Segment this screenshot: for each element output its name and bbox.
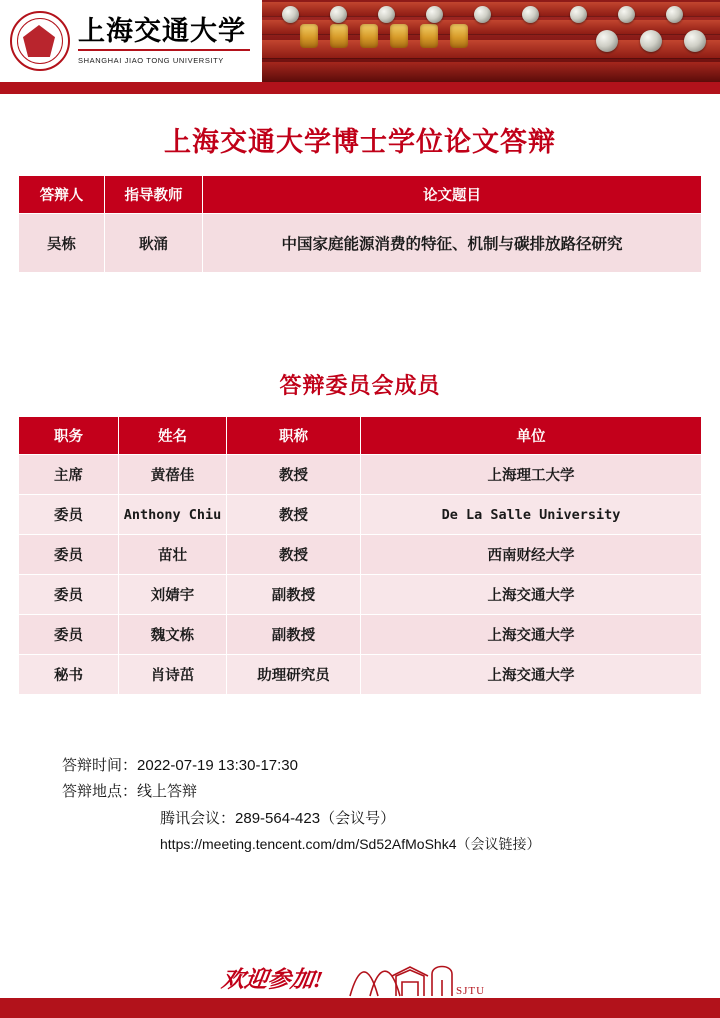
member-name: Anthony Chiu [119,495,227,535]
logo-divider [78,49,250,51]
table-row [19,615,702,655]
member-role: 委员 [19,535,119,575]
table-row [19,495,702,535]
sjtu-gate-mark-icon [348,950,498,998]
info-time-line [62,753,702,779]
info-place-line [62,779,702,805]
table-row [19,455,702,495]
member-name: 苗壮 [119,535,227,575]
member-role: 主席 [19,455,119,495]
table-row [19,575,702,615]
thesis-title: 中国家庭能源消费的特征、机制与碳排放路径研究 [203,214,702,273]
member-role: 委员 [19,615,119,655]
committee-section-title: 答辩委员会成员 [279,373,441,398]
member-affiliation: 上海交通大学 [361,655,702,695]
table-header-row [19,176,702,214]
member-role: 委员 [19,495,119,535]
info-meeting-id-note: （会议号） [320,809,396,827]
table-row [19,214,702,273]
meeting-link[interactable]: https://meeting.tencent.com/dm/Sd52AfMoShk4 [160,835,457,852]
info-time-value: 2022-07-19 13:30-17:30 [137,757,298,774]
logo-chinese-name: 上海交通大学 [78,15,246,46]
col-rank: 职称 [227,417,361,455]
member-name: 刘婧宇 [119,575,227,615]
footer-artwork [0,940,720,998]
member-affiliation: 上海理工大学 [361,455,702,495]
col-name: 姓名 [119,417,227,455]
info-link-line [160,832,702,857]
member-role: 秘书 [19,655,119,695]
member-affiliation: 西南财经大学 [361,535,702,575]
university-logo [10,8,256,74]
candidate-name: 吴栋 [19,214,105,273]
member-name: 肖诗茁 [119,655,227,695]
col-affiliation: 单位 [361,417,702,455]
advisor-name: 耿涌 [105,214,203,273]
info-meeting-line [160,806,702,832]
table-header-row [19,417,702,455]
info-time-label: 答辩时间： [62,757,138,774]
info-meeting-label: 腾讯会议： [160,809,236,827]
top-red-bar [0,82,720,94]
member-role: 委员 [19,575,119,615]
info-place-label: 答辩地点： [62,783,138,801]
candidate-table [18,175,702,273]
table-row [19,535,702,575]
defense-info [62,753,702,856]
member-rank: 教授 [227,535,361,575]
document-body [0,120,720,856]
col-role: 职务 [19,417,119,455]
col-advisor: 指导教师 [105,176,203,214]
footer-red-bar [0,998,720,1018]
member-name: 黄蓓佳 [119,455,227,495]
table-row [19,655,702,695]
member-name: 魏文栋 [119,615,227,655]
member-rank: 副教授 [227,575,361,615]
col-candidate: 答辩人 [19,176,105,214]
member-rank: 教授 [227,455,361,495]
info-link-note: （会议链接） [456,835,541,852]
sjtu-seal-icon [10,11,70,71]
page-title: 上海交通大学博士学位论文答辩 [164,127,556,157]
member-affiliation: 上海交通大学 [361,575,702,615]
member-affiliation: De La Salle University [361,495,702,535]
committee-table [18,416,702,695]
footer [0,940,720,1018]
welcome-text: 欢迎参加! [219,967,324,992]
header-banner [0,0,720,82]
info-meeting-id: 289-564-423 [235,809,321,827]
member-affiliation: 上海交通大学 [361,615,702,655]
member-rank: 助理研究员 [227,655,361,695]
info-place-value: 线上答辩 [137,783,198,801]
sjtu-mark-text: SJTU [456,985,486,997]
member-rank: 副教授 [227,615,361,655]
logo-english-name: SHANGHAI JIAO TONG UNIVERSITY [78,56,224,66]
member-rank: 教授 [227,495,361,535]
col-thesis: 论文题目 [203,176,702,214]
